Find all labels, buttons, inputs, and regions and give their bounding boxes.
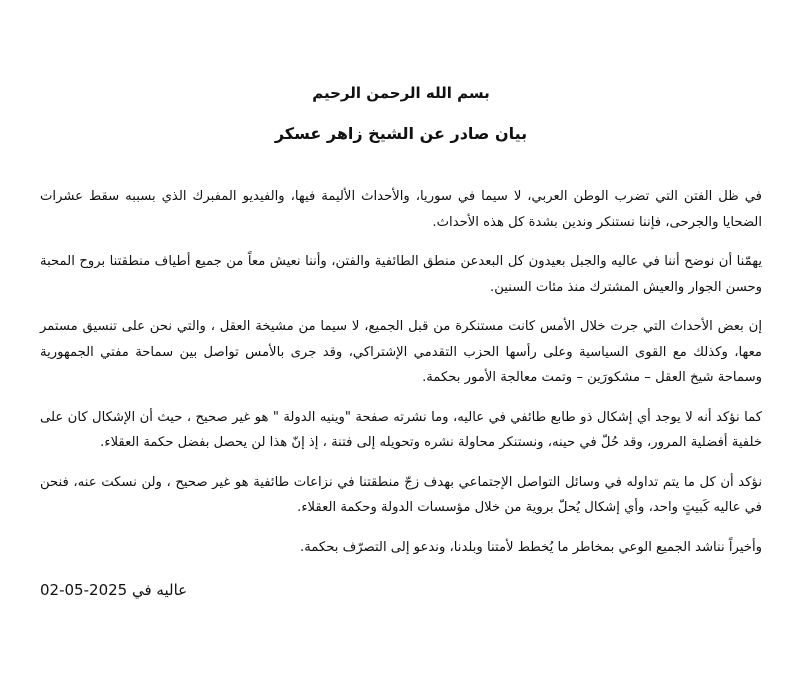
paragraph-1: في ظل الفتن التي تضرب الوطن العربي، لا سيما في سوريا، والأحداث الأليمة فيها، والفيديو المفبرك الذي بسببه سقط عشرات الضحايا والجرحى، فإننا نستنكر وندين بشدة كل هذه الأحداث. [40,189,762,230]
statement-body [40,184,762,574]
statement-title: بيان صادر عن الشيخ زاهر عسكر [274,124,528,143]
paragraph-4: كما نؤكد أنه لا يوجد أي إشكال ذو طابع طائفي في عاليه، وما نشرته صفحة "وينيه الدولة " هو غير صحيح ، حيث أن الإشكال كان على خلفية أفضلية المرور، وقد حُلّ في حينه، ونستنكر محاولة نشره وتحويله إلى فتنة ، إذ إنّ هذا لن يحصل بفضل حكمة العقلاء. [40,409,762,450]
date-line: عاليه في 2025-05-02 [40,581,188,599]
statement-document [40,0,762,687]
paragraph-2: يهمّنا أن نوضح أننا في عاليه والجبل بعيدون كل البعدعن منطق الطائفية والفتن، وأننا نعيش معاً من جميع أطياف منطقتنا بروح المحبة وحسن الجوار والعيش المشترك منذ مئات السنين. [40,254,762,295]
basmala-heading: بسم الله الرحمن الرحيم [312,84,490,102]
paragraph-3: إن بعض الأحداث التي جرت خلال الأمس كانت مستنكرة من قبل الجميع، لا سيما من مشيخة العقل ، والتي نحن على تنسيق مستمر معها، وكذلك مع القوى السياسية وعلى رأسها الحزب التقدمي الإشتراكي، وقد جرى بالأمس تواصل بين سماحة مفتي الجمهورية وسماحة شيخ العقل – مشكورَين – وتمت معالجة الأمور بحكمة. [40,319,762,385]
paragraph-5: نؤكد أن كل ما يتم تداوله في وسائل التواصل الإجتماعي بهدف زجّ منطقتنا في نزاعات طائفية هو غير صحيح ، ولن نسكت عنه، فنحن في عاليه كَبيتٍ واحد، وأي إشكال يُحلّ بروية من خلال مؤسسات الدولة وحكمة العقلاء. [40,474,762,515]
paragraph-6: وأخيراً نناشد الجميع الوعي بمخاطر ما يُخطط لأمتنا وبلدنا، وندعو إلى التصرّف بحكمة. [300,539,762,555]
